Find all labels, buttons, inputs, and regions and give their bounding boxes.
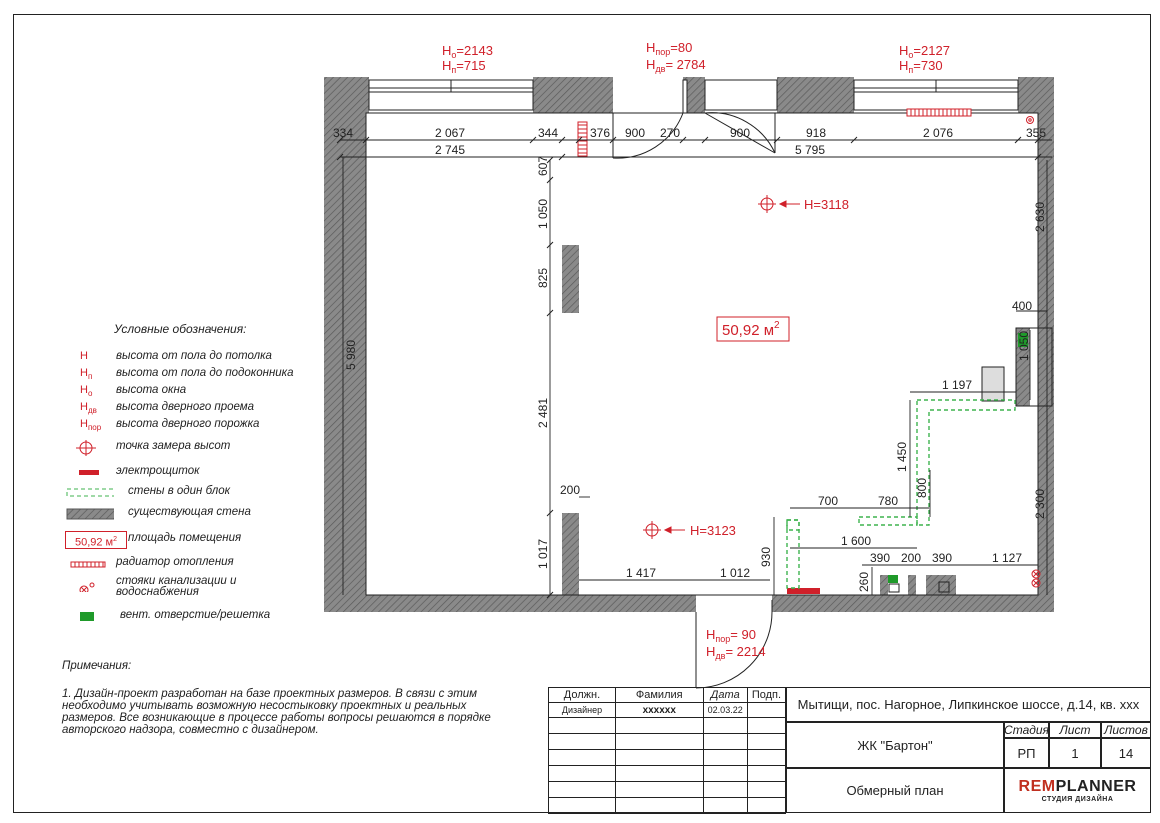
legend-symbol: H bbox=[80, 350, 88, 362]
balcony-opening bbox=[705, 80, 777, 110]
notes bbox=[62, 660, 542, 736]
svg-text:Hо=2143: $H_о=2143$ bbox=[442, 43, 493, 60]
dim-label: 344 bbox=[537, 126, 559, 140]
dim-label: 355 bbox=[1025, 126, 1047, 140]
legend-item: 50,92 $м^2$ площадь помещения bbox=[62, 532, 322, 548]
legend-item: $H_о$ высота окна bbox=[62, 384, 322, 400]
dim-label: 2 630 bbox=[1033, 201, 1047, 233]
area-box-icon: 50,92 $м^2$ bbox=[65, 531, 127, 549]
wall-niche-1 bbox=[880, 575, 888, 595]
title-block bbox=[548, 687, 1151, 813]
legend-item: существующая стена bbox=[62, 506, 322, 522]
legend-symbol: $H_{пор}$ bbox=[80, 418, 102, 433]
dim-label: 2 076 bbox=[922, 126, 954, 140]
legend-item: $H_п$ высота от пола до подоконника bbox=[62, 367, 322, 383]
svg-text:50,92 м2: 50,92 $м^2$ bbox=[722, 320, 780, 339]
svg-text:Hпор= 90: $H_{пор}= 90$ bbox=[706, 627, 756, 644]
legend-item: радиатор отопления bbox=[62, 556, 322, 572]
dim-label: 400 bbox=[1011, 299, 1033, 313]
dim-label: 390 bbox=[869, 551, 891, 565]
vent-grille-bottom bbox=[888, 575, 898, 583]
stage-label: Стадия bbox=[1004, 723, 1049, 737]
wall-niche-2 bbox=[908, 575, 916, 595]
sheet-value: 1 bbox=[1049, 738, 1101, 768]
target-icon bbox=[643, 195, 800, 539]
dim-label: 900 bbox=[624, 126, 646, 140]
svg-text:Hдв= 2784: $H_{дв}= 2784$ bbox=[646, 57, 706, 74]
dim-label: 2 067 bbox=[434, 126, 466, 140]
dim-label: 1 017 bbox=[536, 538, 550, 570]
logo: REMPLANNER СТУДИЯ ДИЗАЙНА bbox=[1004, 768, 1151, 813]
wall-bottom-right bbox=[772, 595, 1054, 612]
dim-label: 825 bbox=[536, 267, 550, 289]
dim-label: 200 bbox=[900, 551, 922, 565]
svg-text:Hп=715: $H_п=715$ bbox=[442, 58, 486, 75]
dim-label: 700 bbox=[817, 494, 839, 508]
panel-icon bbox=[62, 465, 114, 481]
dim-label: 1 050 bbox=[1017, 330, 1031, 362]
dim-label: 607 bbox=[536, 155, 550, 177]
column-box bbox=[982, 367, 1004, 401]
target-icon bbox=[62, 440, 114, 456]
signature-table: Должн. Фамилия Дата Подп. Дизайнер xxxxxx 02.03.22 bbox=[548, 687, 786, 814]
dim-label: 1 012 bbox=[719, 566, 751, 580]
svg-text:Hпор=80: $H_{пор}=80$ bbox=[646, 40, 693, 57]
height-label: H=3118 bbox=[804, 197, 849, 212]
wall-top-left-corner bbox=[324, 77, 369, 113]
stage-value: РП bbox=[1004, 738, 1049, 768]
dim-label: 1 197 bbox=[941, 378, 973, 392]
dim-label: 1 600 bbox=[840, 534, 872, 548]
legend-item: H высота от пола до потолка bbox=[62, 350, 322, 366]
dim-label: 2 481 bbox=[536, 397, 550, 429]
dim-label: 390 bbox=[931, 551, 953, 565]
project-cell: ЖК "Бартон" bbox=[786, 722, 1004, 768]
notes-line: авторского надзора, совместно с дизайнером. bbox=[62, 724, 319, 736]
dim-label: 930 bbox=[759, 546, 773, 568]
hatched-wall-icon bbox=[62, 506, 114, 522]
dashed-wall-icon bbox=[62, 485, 114, 501]
wall-stub-lower bbox=[562, 513, 579, 595]
niche-box-2 bbox=[889, 584, 899, 592]
address-cell: Мытищи, пос. Нагорное, Липкинское шоссе, д.14, кв. ххх bbox=[786, 687, 1151, 722]
dim-label: 334 bbox=[332, 126, 354, 140]
notes-line: 1. Дизайн-проект разработан на базе проектных размеров. В связи с этим bbox=[62, 688, 478, 700]
dim-label: 5 795 bbox=[794, 143, 826, 157]
area-box bbox=[717, 317, 789, 341]
dim-label: 2 745 bbox=[434, 143, 466, 157]
drawing-title: Обмерный план bbox=[786, 768, 1004, 813]
dim-label: 260 bbox=[857, 571, 871, 593]
riser-icon bbox=[62, 576, 114, 592]
wall-top-mid bbox=[533, 77, 613, 113]
wall-top-mid2 bbox=[777, 77, 854, 113]
svg-text:Hп=730: $H_п=730$ bbox=[899, 58, 943, 75]
wall-stub-upper bbox=[562, 245, 579, 313]
notes-line: размеров. Все возникающие в процессе работы вопросы решаются в порядке bbox=[62, 712, 491, 724]
legend-title: Условные обозначения: bbox=[114, 322, 247, 336]
legend-symbol: $H_п$ bbox=[80, 367, 93, 382]
dim-label: 270 bbox=[659, 126, 681, 140]
wall-bottom-left bbox=[324, 595, 696, 612]
legend-item: $H_{пор}$ высота дверного порожка bbox=[62, 418, 322, 434]
legend-item: $H_{дв}$ высота дверного проема bbox=[62, 401, 322, 417]
legend-item: точка замера высот bbox=[62, 440, 322, 456]
electric-panel bbox=[787, 588, 820, 594]
legend-symbol: $H_о$ bbox=[80, 384, 93, 399]
dim-label: 1 450 bbox=[895, 441, 909, 473]
dim-label: 900 bbox=[729, 126, 751, 140]
sheet-label: Лист bbox=[1049, 722, 1101, 738]
height-label: H=3123 bbox=[690, 523, 736, 538]
opening-heights bbox=[442, 40, 953, 661]
dim-label: 200 bbox=[559, 483, 581, 497]
dim-label: 376 bbox=[589, 126, 611, 140]
dim-label: 5 980 bbox=[344, 339, 358, 371]
sheets-value: 14 bbox=[1101, 738, 1151, 768]
sheets-label: Листов bbox=[1101, 722, 1151, 738]
dim-label: 1 127 bbox=[991, 551, 1023, 565]
legend-symbol: $H_{дв}$ bbox=[80, 401, 97, 416]
vent-icon bbox=[62, 609, 114, 625]
legend-item: электрощиток bbox=[62, 465, 322, 481]
notes-title: Примечания: bbox=[62, 660, 132, 672]
dim-label: 1 417 bbox=[625, 566, 657, 580]
svg-text:Hдв= 2214: $H_{дв}= 2214$ bbox=[706, 644, 766, 661]
legend-item: стены в один блок bbox=[62, 485, 322, 501]
legend-item: вент. отверстие/решетка bbox=[62, 609, 322, 625]
radiator-icon bbox=[62, 556, 114, 572]
dim-label: 1 050 bbox=[536, 198, 550, 230]
dim-label: 918 bbox=[805, 126, 827, 140]
legend-item: стояки канализации и водоснабжения bbox=[62, 576, 322, 606]
svg-text:Hо=2127: $H_о=2127$ bbox=[899, 43, 950, 60]
notes-line: необходимо учитывать возможную несостыковку проектных и реальных bbox=[62, 700, 467, 712]
dim-label: 800 bbox=[915, 477, 929, 499]
dim-label: 2 300 bbox=[1033, 488, 1047, 520]
dim-label: 780 bbox=[877, 494, 899, 508]
